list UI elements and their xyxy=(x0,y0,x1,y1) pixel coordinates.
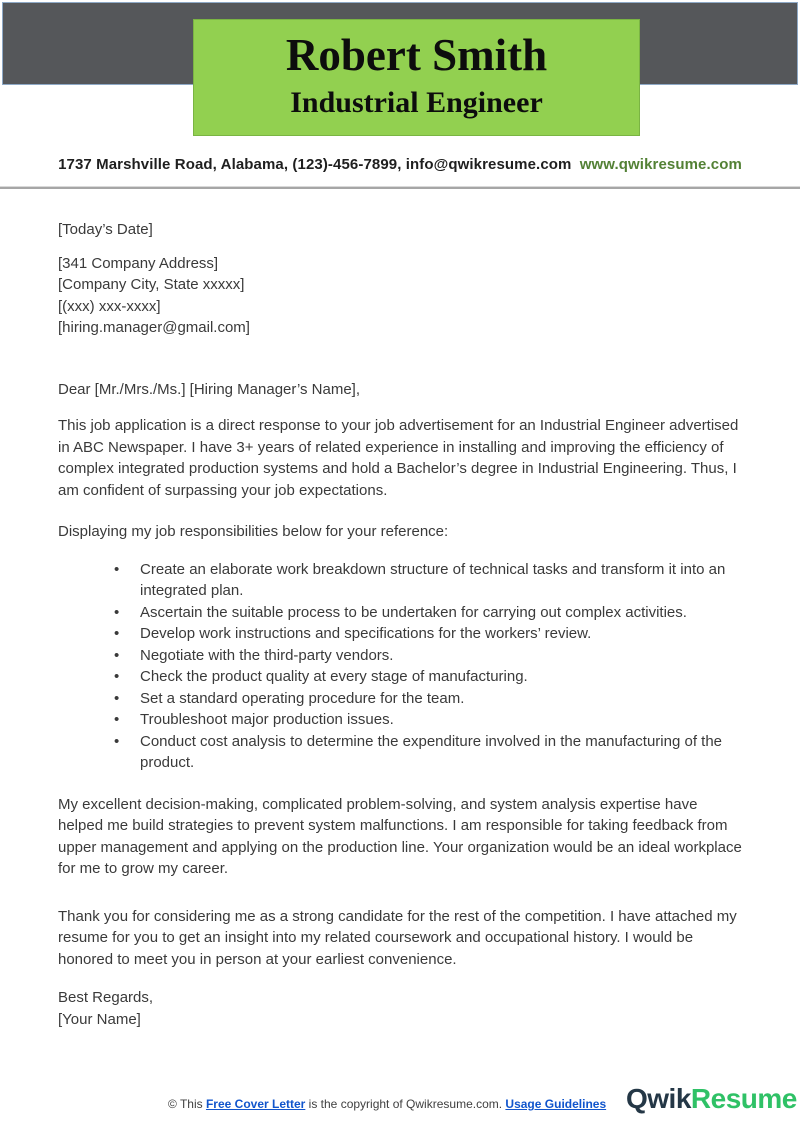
list-item: • Conduct cost analysis to determine the expenditure involved in the manufacturing of the product. xyxy=(140,731,742,774)
list-item: • Create an elaborate work breakdown structure of technical tasks and transform it into an integrated plan. xyxy=(140,559,742,602)
website-link[interactable]: www.qwikresume.com xyxy=(579,156,742,173)
contact-line xyxy=(0,156,800,173)
nameplate xyxy=(193,19,640,136)
list-item: • Ascertain the suitable process to be undertaken for carrying out complex activities. xyxy=(140,602,742,624)
salutation: Dear [Mr./Mrs./Ms.] [Hiring Manager’s Name], xyxy=(58,380,361,398)
address-line: [341 Company Address] xyxy=(58,254,219,272)
list-item: • Set a standard operating procedure for the team. xyxy=(140,688,742,710)
closing-line: Best Regards, xyxy=(58,989,154,1006)
paragraph-expertise: My excellent decision-making, complicated problem-solving, and system analysis expertise have helped me build strategies to prevent system malfunctions. I am responsible for taking feedback from upper management and applying on the production line. Your organization would be an ideal workplace for me to grow my career. xyxy=(58,795,742,877)
responsibilities-list xyxy=(58,559,742,774)
paragraph-introduction: This job application is a direct response to your job advertisement for an Industrial Engineer advertised in ABC Newspaper. I have 3+ years of related experience in installing and improving the efficiency of complex integrated production systems and hold a Bachelor’s degree in Industrial Engineering. Thus, I am confident of surpassing your job expectations. xyxy=(58,417,739,499)
logo-text-resume: Resume xyxy=(690,1083,797,1114)
copyright-prefix: © This xyxy=(168,1097,206,1111)
letter-body xyxy=(58,219,742,1030)
qwikresume-logo[interactable] xyxy=(626,1083,797,1115)
person-name: Robert Smith xyxy=(285,30,548,80)
signature-line: [Your Name] xyxy=(58,1010,141,1028)
signoff-block xyxy=(58,987,742,1030)
list-item: • Develop work instructions and specifications for the workers’ review. xyxy=(140,623,742,645)
date-line: [Today’s Date] xyxy=(58,221,153,238)
address-line: [hiring.manager@gmail.com] xyxy=(58,319,250,336)
responsibilities-intro: Displaying my job responsibilities below for your reference: xyxy=(58,523,449,540)
logo-text-qwik: Qwik xyxy=(626,1083,691,1114)
copyright-line xyxy=(168,1097,606,1111)
contact-info: 1737 Marshville Road, Alabama, (123)-456-7899, info@qwikresume.com xyxy=(58,156,572,173)
usage-guidelines-link[interactable]: Usage Guidelines xyxy=(505,1097,607,1111)
copyright-middle: is the copyright of Qwikresume.com. xyxy=(305,1097,506,1111)
address-line: [Company City, State xxxxx] xyxy=(58,276,245,293)
list-item: • Troubleshoot major production issues. xyxy=(140,709,742,731)
list-item: • Check the product quality at every stage of manufacturing. xyxy=(140,666,742,688)
person-job-title: Industrial Engineer xyxy=(290,86,543,119)
paragraph-thank-you: Thank you for considering me as a strong candidate for the rest of the competition. I have attached my resume for you to get an insight into my related coursework and occupational history. I would be honored to meet you in person at your earliest convenience. xyxy=(58,907,737,968)
address-line: [(xxx) xxx-xxxx] xyxy=(58,297,161,315)
header-divider xyxy=(0,186,800,189)
list-item: • Negotiate with the third-party vendors. xyxy=(140,645,742,667)
recipient-address-block xyxy=(58,253,742,339)
free-cover-letter-link[interactable]: Free Cover Letter xyxy=(205,1097,306,1111)
